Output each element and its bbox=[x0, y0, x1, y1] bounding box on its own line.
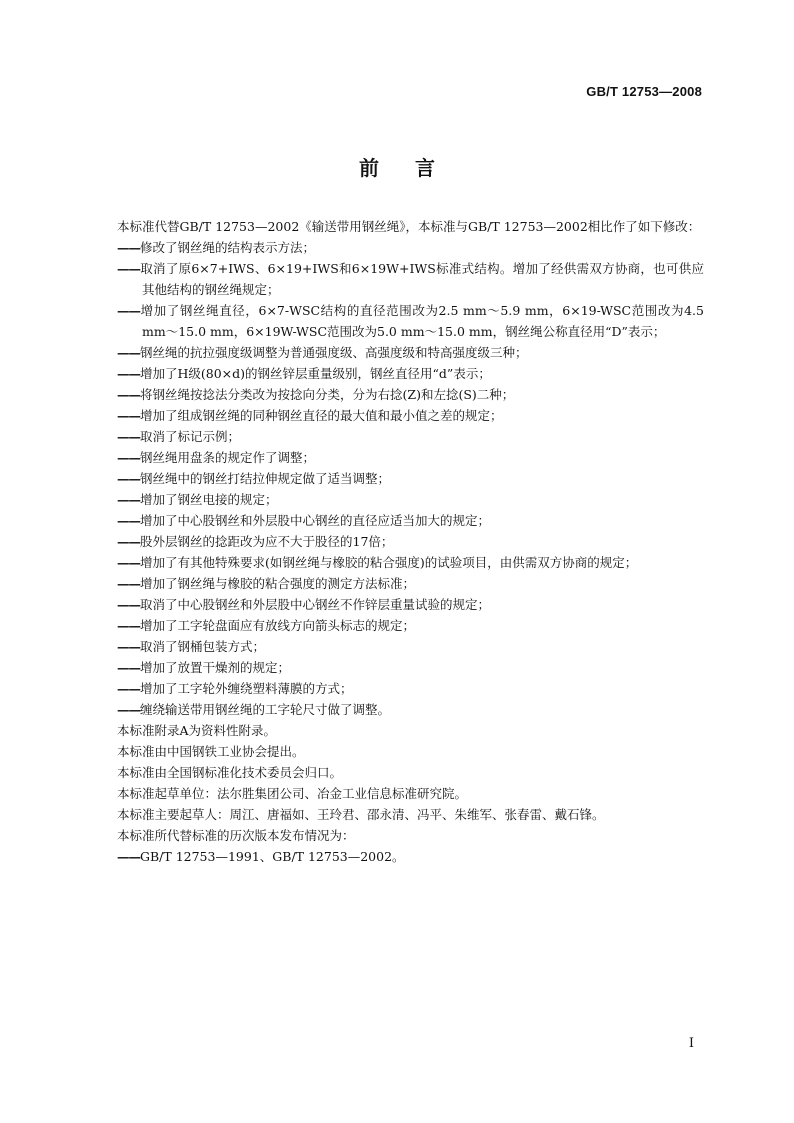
history-intro: 本标准所代替标准的历次版本发布情况为： bbox=[117, 828, 355, 843]
list-item: ——取消了中心股钢丝和外层股中心钢丝不作锌层重量试验的规定； bbox=[117, 597, 491, 612]
list-item: ——增加了组成钢丝绳的同种钢丝直径的最大值和最小值之差的规定； bbox=[117, 408, 503, 423]
list-item: ——钢丝绳的抗拉强度级调整为普通强度级、高强度级和特高强度级三种； bbox=[117, 345, 528, 360]
dash-marker: —— bbox=[117, 240, 140, 255]
list-item: ——钢丝绳用盘条的规定作了调整； bbox=[117, 450, 316, 465]
list-item: ——增加了H级(80×d)的钢丝锌层重量级别，钢丝直径用“d”表示； bbox=[117, 366, 491, 381]
dash-marker: —— bbox=[117, 618, 140, 633]
dash-marker: —— bbox=[117, 261, 140, 276]
dash-marker: —— bbox=[117, 576, 140, 591]
dash-marker: —— bbox=[117, 450, 140, 465]
dash-marker: —— bbox=[117, 639, 140, 654]
dash-marker: —— bbox=[117, 513, 140, 528]
list-item: ——取消了钢桶包装方式； bbox=[117, 639, 266, 654]
dash-marker: —— bbox=[117, 681, 140, 696]
proposed-by-statement: 本标准由中国钢铁工业协会提出。 bbox=[117, 744, 305, 759]
list-item: ——修改了钢丝绳的结构表示方法； bbox=[117, 240, 316, 255]
list-item: ——增加了放置干燥剂的规定； bbox=[117, 660, 291, 675]
appendix-statement: 本标准附录A为资料性附录。 bbox=[117, 723, 277, 738]
dash-marker: —— bbox=[117, 555, 140, 570]
standard-number: GB/T 12753—2008 bbox=[586, 84, 702, 99]
page-number: I bbox=[688, 1036, 694, 1051]
list-item: ——增加了钢丝绳直径，6×7-WSC结构的直径范围改为2.5 mm～5.9 mm，6×19-WSC范围改为4.5 mm～15.0 mm，6×19W-WSC范围改为5.0 mm～15.0 mm，钢丝绳公称直径用“D”表示； bbox=[117, 303, 704, 339]
dash-marker: —— bbox=[117, 471, 140, 486]
list-item: ——取消了标记示例； bbox=[117, 429, 241, 444]
list-item: ——缠绕输送带用钢丝绳的工字轮尺寸做了调整。 bbox=[117, 702, 391, 717]
managed-by-statement: 本标准由全国钢标准化技术委员会归口。 bbox=[117, 765, 343, 780]
dash-marker: —— bbox=[117, 429, 140, 444]
dash-marker: —— bbox=[117, 387, 140, 402]
intro-paragraph: 本标准代替GB/T 12753—2002《输送带用钢丝绳》，本标准与GB/T 12753—2002相比作了如下修改： bbox=[117, 219, 701, 234]
foreword-body bbox=[92, 216, 704, 867]
change-list bbox=[92, 237, 704, 720]
list-item: ——增加了工字轮外缠绕塑料薄膜的方式； bbox=[117, 681, 353, 696]
dash-marker: —— bbox=[117, 345, 140, 360]
dash-marker: —— bbox=[117, 849, 140, 864]
dash-marker: —— bbox=[117, 597, 140, 612]
dash-marker: —— bbox=[117, 534, 140, 549]
list-item: ——股外层钢丝的捻距改为应不大于股径的17倍； bbox=[117, 534, 394, 549]
list-item: ——取消了原6×7+IWS、6×19+IWS和6×19W+IWS标准式结构。增加了经供需双方协商，也可供应其他结构的钢丝绳规定； bbox=[117, 261, 704, 297]
history-versions: ——GB/T 12753—1991、GB/T 12753—2002。 bbox=[117, 849, 405, 864]
page-title: 前言 bbox=[359, 156, 471, 180]
dash-marker: —— bbox=[117, 408, 140, 423]
list-item: ——增加了钢丝电接的规定； bbox=[117, 492, 278, 507]
drafters-statement: 本标准主要起草人：周江、唐福如、王玲君、邵永清、冯平、朱维军、张春雷、戴石锋。 bbox=[117, 807, 605, 822]
drafting-units-statement: 本标准起草单位：法尔胜集团公司、冶金工业信息标准研究院。 bbox=[117, 786, 468, 801]
dash-marker: —— bbox=[117, 366, 140, 381]
list-item: ——增加了中心股钢丝和外层股中心钢丝的直径应适当加大的规定； bbox=[117, 513, 491, 528]
list-item: ——钢丝绳中的钢丝打结拉伸规定做了适当调整； bbox=[117, 471, 391, 486]
list-item: ——增加了有其他特殊要求(如钢丝绳与橡胶的粘合强度)的试验项目，由供需双方协商的规定； bbox=[117, 555, 638, 570]
dash-marker: —— bbox=[117, 702, 140, 717]
dash-marker: —— bbox=[117, 492, 140, 507]
dash-marker: —— bbox=[117, 303, 140, 318]
dash-marker: —— bbox=[117, 660, 140, 675]
list-item: ——增加了钢丝绳与橡胶的粘合强度的测定方法标准； bbox=[117, 576, 416, 591]
list-item: ——将钢丝绳按捻法分类改为按捻向分类，分为右捻(Z)和左捻(S)二种； bbox=[117, 387, 515, 402]
list-item: ——增加了工字轮盘面应有放线方向箭头标志的规定； bbox=[117, 618, 416, 633]
